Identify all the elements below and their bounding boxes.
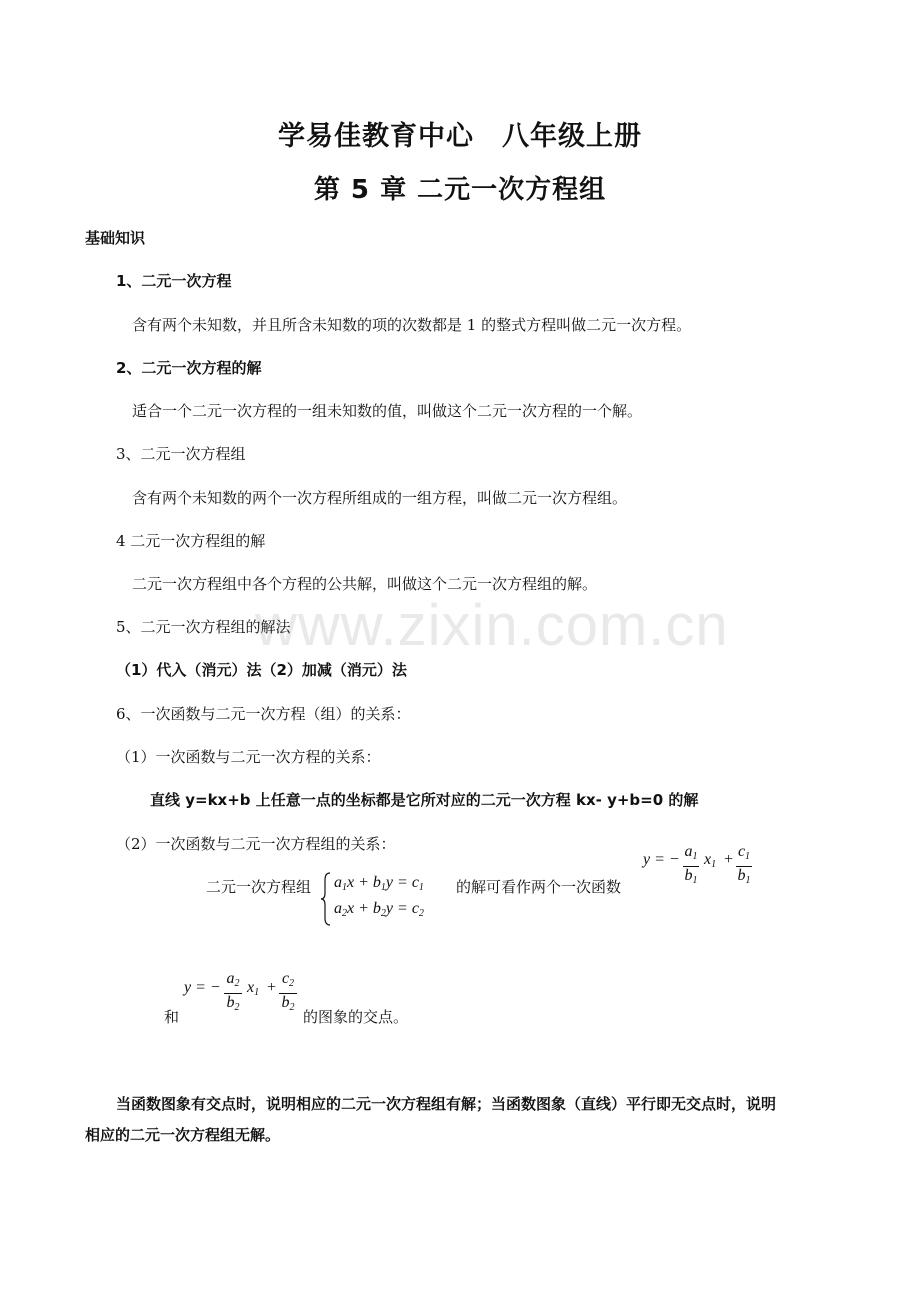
item-6-heading: 6、一次函数与二元一次方程（组）的关系： xyxy=(116,705,411,723)
equation-system: $a_1x + b_1y = c_1$ $a_2x + b_2y = c_2$ xyxy=(320,870,440,928)
conclusion-line-2: 相应的二元一次方程组无解。 xyxy=(85,1126,281,1144)
function-1: y = − $a_1$ $b_1$ $x_1$ + $c_1$ $b_1$ xyxy=(643,843,751,886)
item-2-body: 适合一个二元一次方程的一组未知数的值，叫做这个二元一次方程的一个解。 xyxy=(132,402,643,420)
item-4-heading: 4 二元一次方程组的解 xyxy=(116,532,266,550)
item-3-body: 含有两个未知数的两个一次方程所组成的一组方程，叫做二元一次方程组。 xyxy=(132,489,628,507)
system-suffix: 的解可看作两个一次函数 xyxy=(456,878,622,896)
item-5-heading: 5、二元一次方程组的解法 xyxy=(116,618,291,636)
brace-icon xyxy=(320,872,332,926)
system-prefix: 二元一次方程组 xyxy=(206,878,312,896)
item-6-sub1-body: 直线 y=kx+b 上任意一点的坐标都是它所对应的二元一次方程 kx- y+b=0 的解 xyxy=(150,791,699,809)
and-word: 和 xyxy=(164,1008,180,1026)
item-3-heading: 3、二元一次方程组 xyxy=(116,445,246,463)
item-6-sub1: （1）一次函数与二元一次方程的关系： xyxy=(116,748,381,766)
function-2: y = − $a_2$ $b_2$ $x_1$ + $c_2$ $b_2$ xyxy=(184,970,304,1020)
graph-suffix: 的图象的交点。 xyxy=(303,1008,409,1026)
section-heading: 基础知识 xyxy=(85,229,146,247)
item-5-body: （1）代入（消元）法（2）加减（消元）法 xyxy=(116,661,407,679)
chapter-title: 第 5 章 二元一次方程组 xyxy=(313,175,607,205)
conclusion-line-1: 当函数图象有交点时，说明相应的二元一次方程组有解；当函数图象（直线）平行即无交点时，说明 xyxy=(116,1095,777,1113)
item-2-heading: 2、二元一次方程的解 xyxy=(116,359,262,377)
watermark: www.zixin.com.cn xyxy=(255,593,729,658)
item-4-body: 二元一次方程组中各个方程的公共解，叫做这个二元一次方程组的解。 xyxy=(132,575,598,593)
page-title: 学易佳教育中心 八年级上册 xyxy=(278,121,642,152)
item-1-body: 含有两个未知数，并且所含未知数的项的次数都是 1 的整式方程叫做二元一次方程。 xyxy=(132,316,692,334)
item-1-heading: 1、二元一次方程 xyxy=(116,272,232,290)
item-6-sub2: （2）一次函数与二元一次方程组的关系： xyxy=(116,835,396,853)
